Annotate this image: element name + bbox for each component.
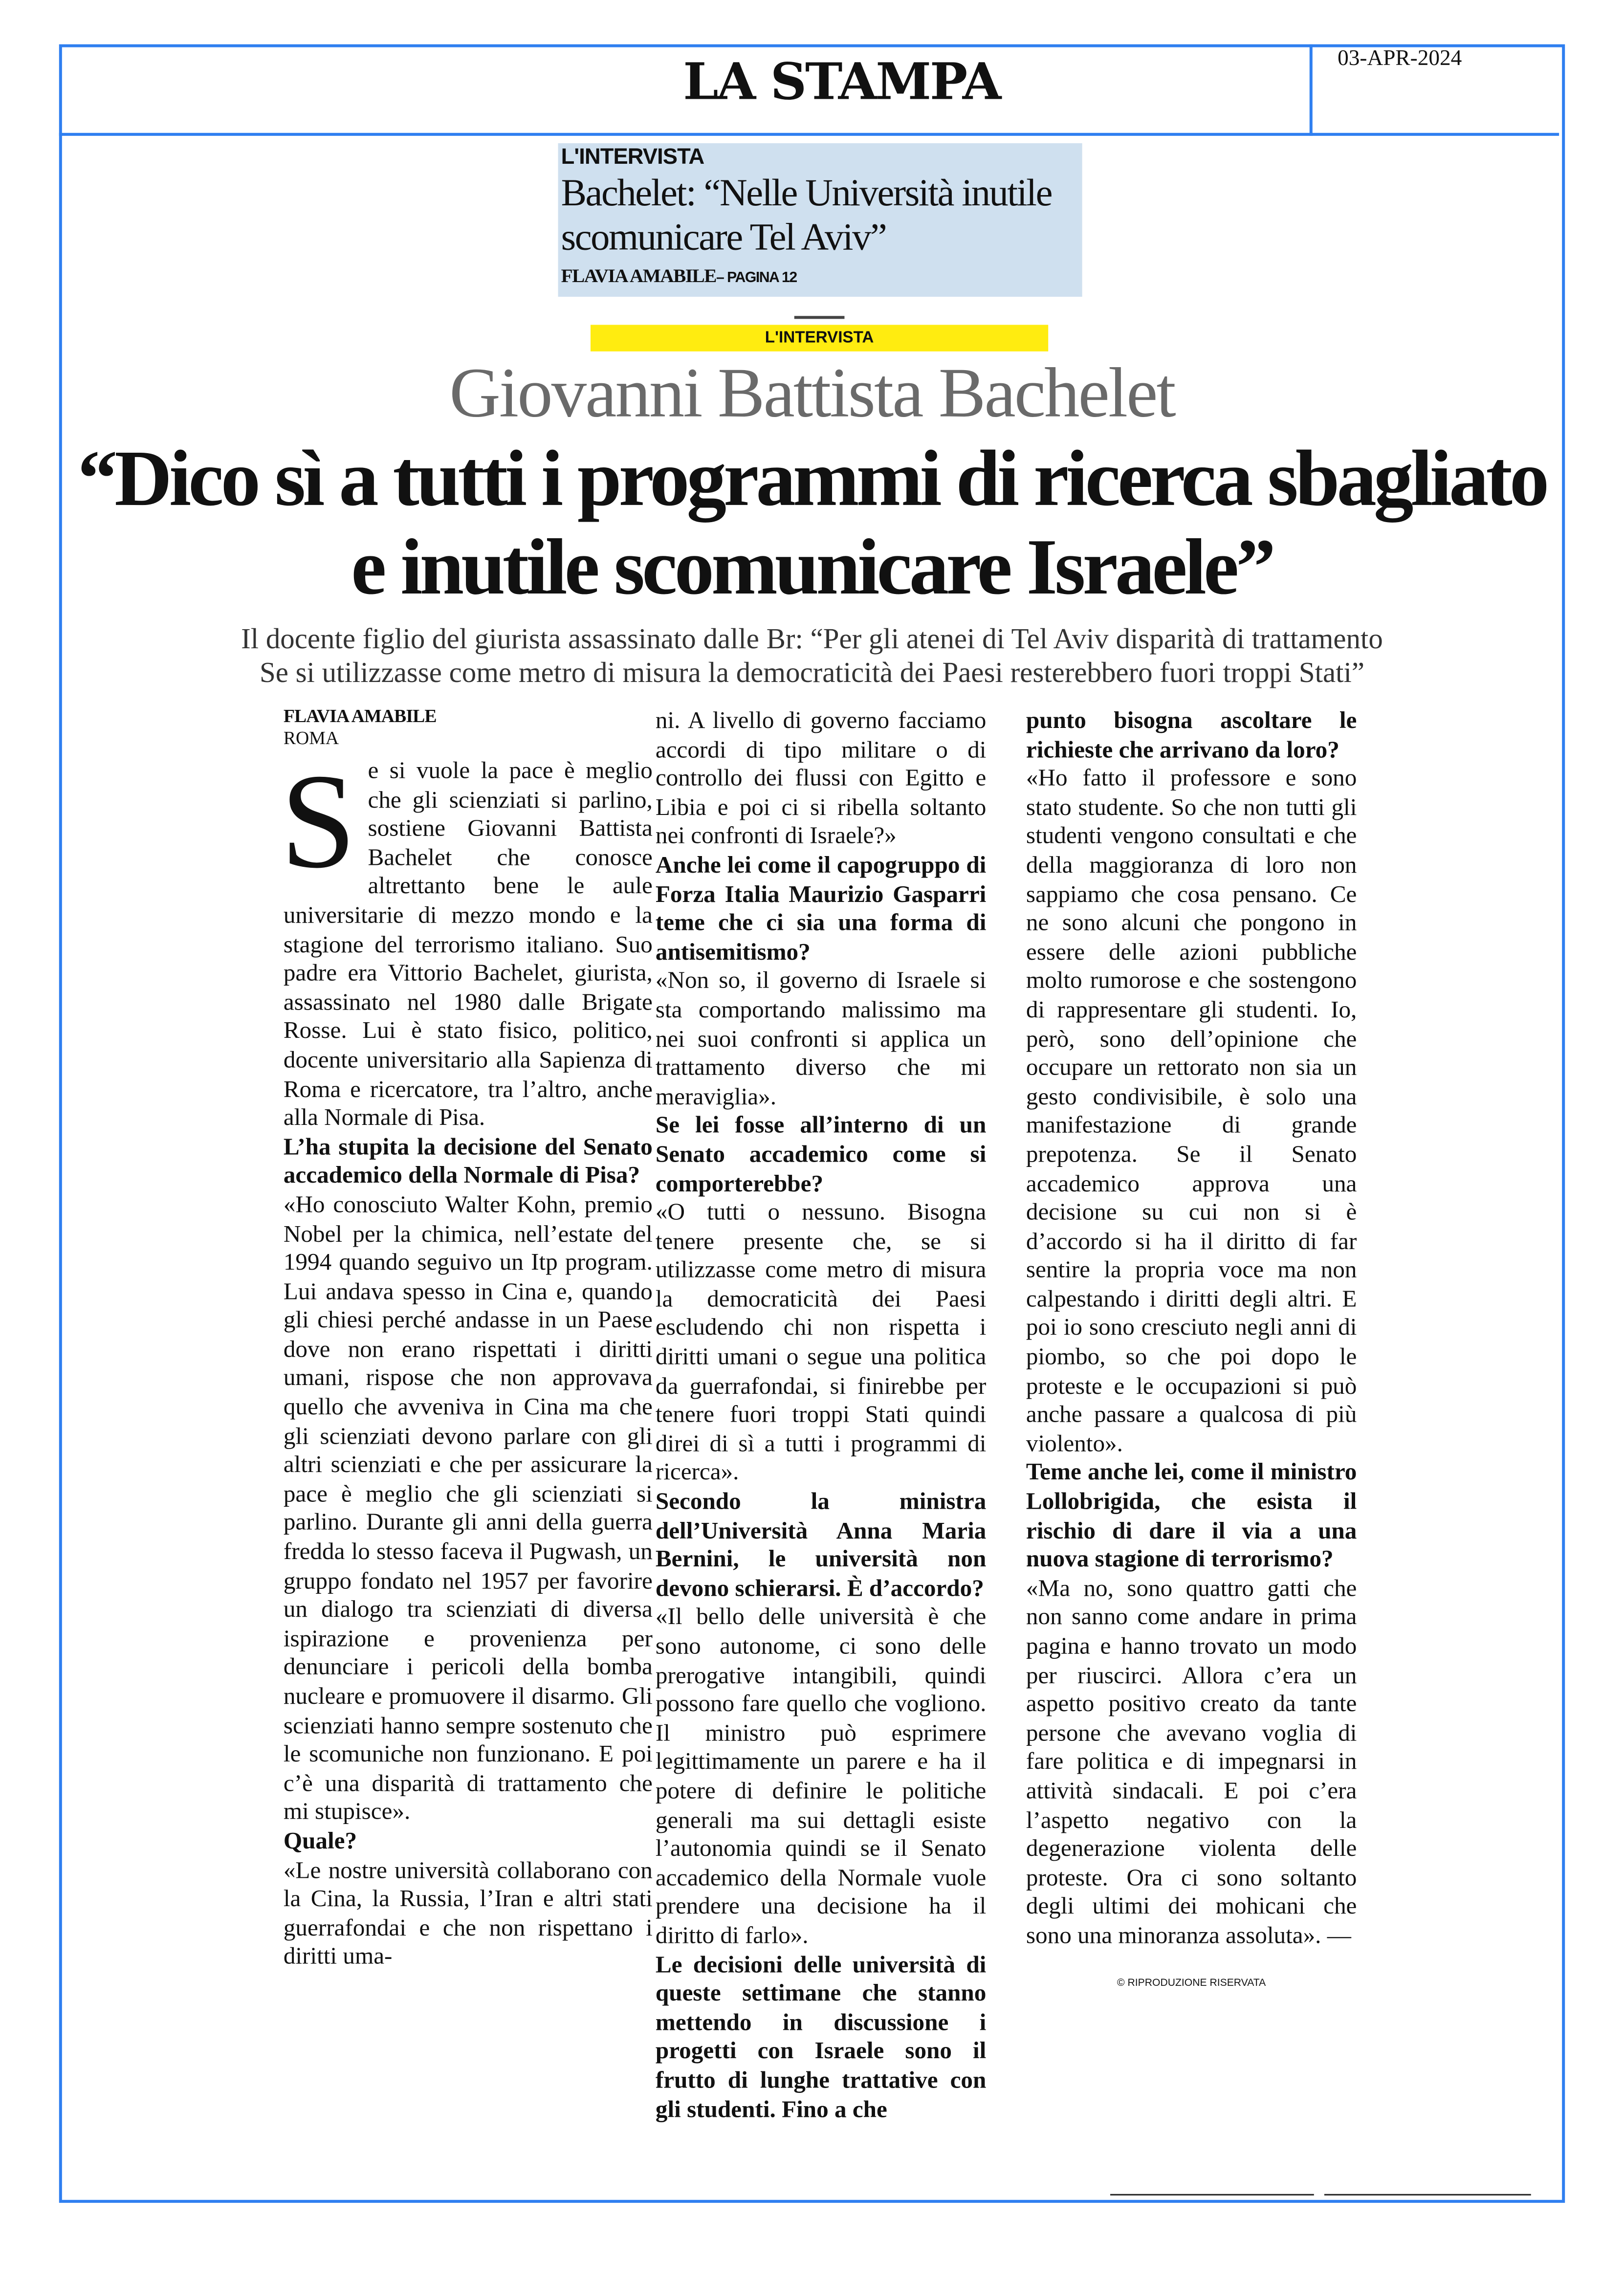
promo-byline [561, 263, 1079, 291]
copyright-notice: © RIPRODUZIONE RISERVATA [1117, 1978, 1266, 1988]
interviewee-name: Giovanni Battista Bachelet [449, 354, 1175, 433]
interview-question: Se lei fosse all’interno di un Senato accademico come si comporterebbe? [655, 1110, 987, 1197]
footer-rule [1110, 2194, 1314, 2196]
column-3-body [1026, 706, 1357, 1950]
interview-answer: «Ma no, sono quattro gatti che non sanno come andare in prima pagina e hanno trovato un modo per riuscirci. Allora c’era un aspetto positivo creato da tante persone che avevano voglia di fare politica e di impegnarsi in attività sindacali. E poi c’era l’aspetto negativo con la degenerazione violenta delle proteste. Ora ci sono soltanto degli ultimi dei mohicani che sono una minoranza assoluta». — [1026, 1573, 1357, 1949]
interview-answer: «Ho conosciuto Walter Kohn, premio Nobel per la chimica, nell’estate del 1994 quando seguivo un Itp program. Lui andava spesso in Cina e, quando gli chiesi perché andasse in un Paese dove non erano rispettati i diritti umani, rispose che non approvava quello che avveniva in Cina ma che gli scienziati devono parlare con gli altri scienziati e che per assicurare la pace è meglio che gli scienziati si parlino. Durante gli anni della guerra fredda lo stesso faceva il Pugwash, un gruppo fondato nel 1957 per favorire un dialogo tra scienziati di diversa ispirazione e provenienza per denunciare i pericoli della bomba nucleare e promuovere il disarmo. Gli scienziati hanno sempre sostenuto che le scomuniche non funzionano. E poi c’è una disparità di trattamento che mi stupisce». [283, 1189, 653, 1825]
column-1-body [284, 756, 653, 1971]
footer-rule [1324, 2194, 1531, 2196]
interview-answer: «Il bello delle università è che sono autonome, ci sono delle prerogative intangibili, quindi possono fare quello che vogliono. Il ministro può esprimere legittimamente un parere e ha il potere di definire le politiche generali ma sui dettagli esiste l’autonomia quindi se il Senato accademico della Normale vuole prendere una decisione ha il diritto di farlo». [655, 1602, 987, 1949]
interview-question: Teme anche lei, come il ministro Lollobrigida, che esista il rischio di dare il via a una nuova stagione di terrorismo? [1026, 1458, 1357, 1573]
column-2-body [656, 706, 986, 2123]
interview-answer: «O tutti o nessuno. Bisogna tenere presente che, se si utilizzasse come metro di misura la democraticità dei Paesi escludendo chi non rispetta i diritti umani o segue una politica da guerrafondai, si finirebbe per tenere fuori troppi Stati quindi direi di sì a tutti i programmi di ricerca». [655, 1197, 987, 1486]
article-columns [280, 705, 1624, 2123]
promo-kicker: L'INTERVISTA [561, 144, 704, 170]
article-body [0, 354, 1624, 2123]
interview-answer: e si vuole la pace è meglio che gli scienziati si parlino, sostiene Giovanni Battista Bachelet che conosce altrettanto bene le aule universitarie di mezzo mondo e la stagione del terrorismo italiano. Suo padre era Vittorio Bachelet, giurista, assassinato nel 1980 dalle Brigate Rosse. Lui è stato fisico, politico, docente universitario alla Sapienza di Roma e ricercatore, tra l’altro, anche alla Normale di Pisa. [283, 756, 653, 1131]
interview-question: punto bisogna ascoltare le richieste che arrivano da loro? [1026, 705, 1357, 763]
headline: “Dico sì a tutti i programmi di ricerca sbagliato e inutile scomunicare Israele” [77, 434, 1547, 612]
interview-question: Secondo la ministra dell’Università Anna Maria Bernini, le università non devono schierarsi. È d’accordo? [655, 1487, 987, 1602]
interview-question: Anche lei come il capogruppo di Forza Italia Maurizio Gasparri teme che ci sia una forma di antisemitismo? [655, 850, 987, 966]
copyright-row [1026, 1970, 1357, 1991]
promo-box [558, 143, 1082, 297]
interview-question: L’ha stupita la decisione del Senato accademico della Normale di Pisa? [283, 1132, 653, 1189]
promo-title: Bachelet: “Nelle Università inutile scomunicare Tel Aviv” [561, 171, 1052, 259]
interview-answer: «Le nostre università collaborano con la Cina, la Russia, l’Iran e altri stati guerrafondai e che non rispettano i diritti uma- [283, 1855, 653, 1970]
dateline: ROMA [283, 727, 339, 749]
subtitle-line-2: Se si utilizzasse come metro di misura la democraticità dei Paesi resterebbero fuori troppi Stati” [260, 658, 1364, 690]
subtitle [59, 623, 1565, 691]
interview-answer: «Non so, il governo di Israele si sta comportando malissimo ma nei suoi confronti si applica un trattamento diverso che mi meraviglia». [655, 966, 987, 1110]
interview-question: Quale? [283, 1826, 357, 1855]
author: FLAVIA AMABILE [283, 705, 437, 726]
drop-cap: S [280, 746, 356, 897]
header-divider [1310, 44, 1313, 136]
publication-date: 03-APR-2024 [1338, 47, 1462, 71]
promo-page: – PAGINA 12 [716, 270, 797, 286]
section-tick [794, 316, 845, 319]
column-1 [280, 705, 653, 1971]
interview-answer: ni. A livello di governo facciamo accordi di tipo militare o di controllo dei flussi con Egitto e Libia e poi ci si ribella soltanto nei confronti di Israele?» [655, 705, 987, 850]
interview-answer: «Ho fatto il professore e sono stato studente. So che non tutti gli studenti vengono consultati e che della maggioranza di loro non sappiamo che cosa pensano. Ce ne sono alcuni che pongono in essere delle azioni pubbliche molto rumorose e che sostengono di rappresentare gli studenti. Io, però, sono dell’opinione che occupare un rettorato non sia un gesto condivisibile, è solo una manifestazione di grande prepotenza. Se il Senato accademico approva una decisione su cui non si è d’accordo si ha il diritto di far sentire la propria voce ma non calpestando i diritti degli altri. E poi io sono cresciuto negli anni di piombo, so che poi dopo le proteste e le occupazioni si può anche passare a qualcosa di più violento». [1026, 763, 1357, 1457]
subtitle-line-1: Il docente figlio del giurista assassinato dalle Br: “Per gli atenei di Tel Aviv disparità di trattamento [241, 624, 1383, 656]
interview-question: Le decisioni delle università di queste settimane che stanno mettendo in discussione i progetti con Israele sono il frutto di lunghe trattative con gli studenti. Fino a che [655, 1950, 987, 2123]
column-3 [1026, 706, 1357, 1991]
promo-author: FLAVIA AMABILE [561, 264, 716, 286]
section-label: L'INTERVISTA [591, 325, 1048, 351]
column-2 [656, 706, 986, 2123]
masthead-logo: LA STAMPA [683, 53, 1000, 112]
